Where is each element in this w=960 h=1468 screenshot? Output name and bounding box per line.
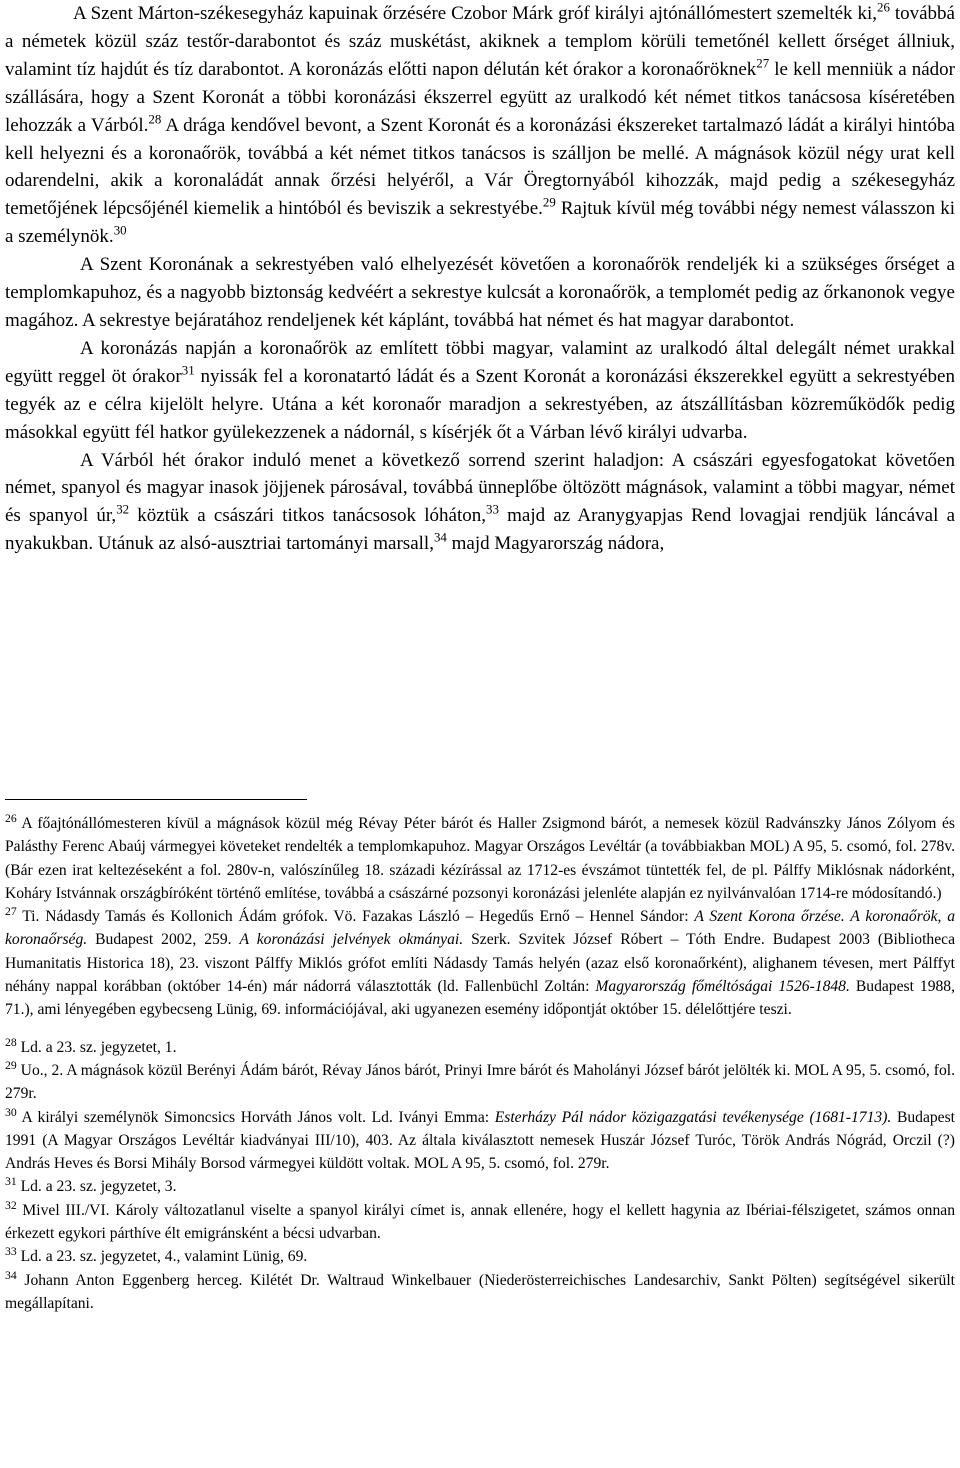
footnote-31 [5,1175,955,1198]
text-span: A drága kendővel bevont, a Szent Koronát és a koronázási ékszereket tartalmazó ládát a királyi hintóba kell helyezni és a koronaőrök, továbbá a két német titkos tanácsos is szálljon be mellé. A mágnások közül négy urat kell odarendelni, akik a koronaládát annak őrzési helyéről, a Vár Öregtornyából kihozzák, majd pedig a székesegyház temetőjének lépcsőjénél kiemelik a hintóból és beviszik a sekrestyébe. [5,114,955,220]
text-span: le kell menniük a nádor szállására, hogy a Szent Koronát a többi koronázási ékszerrel együtt az uralkodó két német titkos tanácsosa kíséretében lehozzák a Várból. [5,58,955,136]
footnote-text: Ld. a 23. sz. jegyzetet, 1. [16,1038,177,1056]
footnote-33 [5,1245,955,1268]
footnote-text: Budapest 1991 (A Magyar Országos Levéltár kiadványai III/10), 403. Az általa kiválasztott nemesek Huszár József Turóc, Török András Nógrád, Orczil (?) András Heves és Borsi Mihály Borsod vármegyei küldött voltak. MOL A 95, 5. csomó, fol. 279r. [5,1108,955,1173]
footnote-28 [5,1036,955,1059]
text-span: A koronázás napján a koronaőrök az említett többi magyar, valamint az uralkodó által delegált német urakkal együtt reggel öt órakor [5,337,955,387]
footnote-text: Szerk. Szvitek József Róbert – Tóth Endre. Budapest 2003 (Bibliotheca Humanitatis Historica 18), 23. viszont Pálffy Miklós grófot említi Nádasdy Tamás helyén (azaz első koronaőrként), alighanem tévesen, mert Pálffyt néhány nappal korábban (október 14-én) már nádorrá választották (ld. Fallenbüchl Zoltán: [5,931,955,996]
footnote-ref-32[interactable]: 32 [116,501,130,517]
book-title: A Szent Korona őrzése. A koronaőrök, a koronaőrség. [5,908,955,949]
footnote-27 [5,905,955,1021]
footnote-ref-34[interactable]: 34 [433,529,447,545]
footnotes [5,812,955,1315]
footnote-29 [5,1059,955,1106]
footnote-text: Ld. a 23. sz. jegyzetet, 3. [16,1178,177,1196]
text-span: köztük a császári titkos tanácsosok lóháton, [129,505,486,527]
footnote-30 [5,1106,955,1176]
paragraph-3 [5,335,955,447]
footnote-text: Budapest 2002, 259. [87,931,240,949]
text-span: nyissák fel a koronatartó ládát és a Szent Koronát a koronázási ékszerekkel együtt a sekrestyében tegyék az e célra kijelölt helyre. Utána a két koronaőr maradjon a sekrestyében, az átszállításban közreműködők pedig másokkal együtt fél hatkor gyülekezzenek a nádornál, s kísérjék őt a Várban lévő királyi udvarba. [5,365,955,443]
text-span: majd Magyarország nádora, [446,533,665,555]
footnote-number: 32 [5,1198,17,1212]
footnote-number: 26 [5,811,17,825]
footnote-ref-26[interactable]: 26 [877,0,890,15]
footnote-number: 28 [5,1035,17,1049]
main-text [5,0,955,558]
footnote-32 [5,1199,955,1246]
footnote-ref-33[interactable]: 33 [486,501,499,517]
text-span: A Várból hét órakor induló menet a következő sorrend szerint haladjon: A császári egyesfogatokat követően német, spanyol és magyar inasok jöjjenek párosával, továbbá ünneplőbe öltözött mágnások, valamint a többi magyar, német és spanyol úr, [5,449,955,527]
footnote-text: Uo., 2. A mágnások közül Berényi Ádám bárót, Révay János bárót, Prinyi Imre bárót és Maholányi József bárót jelölték ki. MOL A 95, 5. csomó, fol. 279r. [5,1061,955,1103]
footnote-number: 30 [5,1105,17,1119]
footnote-number: 34 [5,1268,17,1282]
footnote-number: 31 [5,1175,17,1189]
footnote-number: 29 [5,1058,17,1072]
footnote-separator [5,799,307,800]
footnote-26 [5,812,955,905]
footnote-text: Budapest 1988, 71.), ami lényegében egybecseng Lünig, 69. információjával, aki ugyanezen esemény időpontját október 15. délelőttjére teszi. [5,978,955,1019]
book-title: A koronázási jelvények okmányai. [239,931,464,949]
book-title: Esterházy Pál nádor közigazgatási tevékenysége (1681-1713). [494,1108,892,1126]
footnote-number: 27 [5,905,17,918]
footnote-text: Ld. a 23. sz. jegyzetet, 4., valamint Lünig, 69. [16,1248,308,1266]
footnote-text: A királyi személynök Simoncsics Horváth János volt. Ld. Iványi Emma: [16,1108,495,1126]
footnote-ref-31[interactable]: 31 [181,362,195,378]
paragraph-4 [5,447,955,559]
book-title: Magyarország főméltóságai 1526-1848. [595,978,850,996]
text-span: A Szent Márton-székesegyház kapuinak őrzésére Czobor Márk gróf királyi ajtónállómestert szemelték ki, [73,3,877,24]
footnote-number: 33 [5,1245,17,1259]
footnote-ref-27[interactable]: 27 [756,55,770,71]
document-page [5,0,956,1312]
footnote-text: Johann Anton Eggenberg herceg. Kilétét Dr. Waltraud Winkelbauer (Niederösterreichisches Landesarchiv, Sankt Pölten) segítségével sikerült megállapítani. [5,1271,955,1312]
footnote-text: Ti. Nádasdy Tamás és Kollonich Ádám grófok. Vö. Fazakas László – Hegedűs Ernő – Hennel Sándor: [16,908,695,926]
text-span: továbbá a németek közül száz testőr-darabontot és száz muskétást, akiknek a templom körüli temetőnél kellett őrséget állniuk, valamint tíz hajdút és tíz darabontot. A koronázás előtti napon délután két órakor a koronaőröknek [5,3,955,80]
text-span: Rajtuk kívül még további négy nemest válasszon ki a személynök. [5,198,955,248]
paragraph-1 [5,0,955,251]
text-span: majd az Aranygyapjas Rend lovagjai rendjük láncával a nyakukban. Utánuk az alsó-ausztriai tartományi marsall, [5,505,956,555]
footnote-ref-28[interactable]: 28 [148,111,162,127]
footnote-text: A főajtónállómesteren kívül a mágnások közül még Révay Péter bárót és Haller Zsigmond bárót, a nemesek közül Radvánszky János Zólyom és Palásthy Ferenc Abaúj vármegyei követeket rendelték a templomkapuhoz. Magyar Országos Levéltár (a továbbiakban MOL) A 95, 5. csomó, fol. 278v. (Bár ezen irat keltezéseként a fol. 280v-n, valószínűleg 18. századi kézírással az 1712-es évszámot tüntették fel, de pl. Pálffy Miklósnak nádorként, Koháry Istvánnak országbíróként történő említése, továbbá a császárné pozsonyi koronázási jelenléte alapján ez nyilvánvalóan 1714-re módosítandó.) [5,815,955,902]
footnote-34 [5,1269,955,1316]
footnote-ref-30[interactable]: 30 [113,222,127,238]
footnote-ref-29[interactable]: 29 [542,195,556,211]
footnote-text: Mivel III./VI. Károly változatlanul viselte a spanyol királyi címet is, annak ellenére, hogy el kellett hagynia az Ibériai-félszigetet, számos onnan érkezett egykori párthíve élt emigránsként a bécsi udvarban. [5,1201,955,1243]
paragraph-2: A Szent Koronának a sekrestyében való elhelyezését követően a koronaőrök rendeljék ki a szükséges őrséget a templomkapuhoz, és a nagyobb biztonság kedvéért a sekrestye kulcsát a koronaőrök, a templomét pedig az őrkanonok vegye magához. A sekrestye bejáratához rendeljenek két káplánt, továbbá hat német és hat magyar darabontot. [5,254,955,331]
